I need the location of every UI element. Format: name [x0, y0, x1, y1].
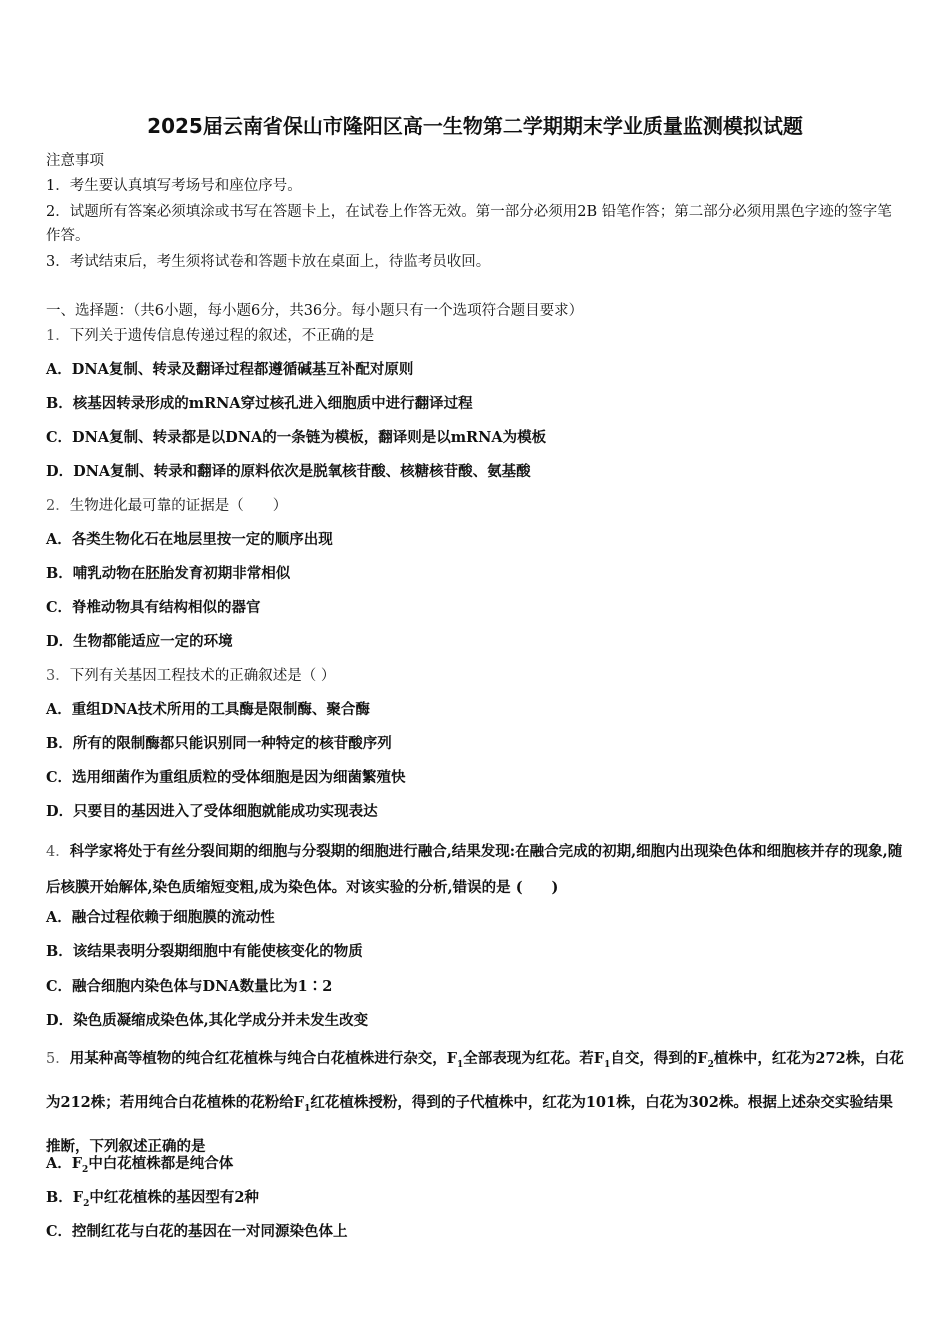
q2-option-d: D．生物都能适应一定的环境 — [46, 633, 233, 650]
q4-option-a: A．融合过程依赖于细胞膜的流动性 — [46, 909, 275, 926]
question-4 — [46, 834, 904, 906]
question-stem-part: 全部表现为红花。若F — [463, 1050, 605, 1067]
question-stem-part: 自交，得到的F — [610, 1050, 708, 1067]
q2-option-b: B．哺乳动物在胚胎发育初期非常相似 — [46, 565, 291, 582]
notice-item-2: 2．试题所有答案必须填涂或书写在答题卡上，在试卷上作答无效。第一部分必须用2B 铅笔作答；第二部分必须用黑色字迹的签字笔作答。 — [46, 204, 892, 244]
notice-heading: 注意事项 — [46, 153, 104, 169]
q5-option-b — [46, 1189, 904, 1213]
subscript: 2 — [707, 1059, 714, 1070]
question-number: 5． — [46, 1051, 70, 1067]
question-number: 2． — [46, 498, 70, 514]
q1-option-b: B．核基因转录形成的mRNA穿过核孔进入细胞质中进行翻译过程 — [46, 395, 473, 412]
subscript: 1 — [457, 1059, 464, 1070]
question-3 — [46, 667, 904, 685]
question-stem-part: 红花植株授粉，得到的子代植株中，红花为101株，白花为302株。根据上述杂交实验结果推断，下列叙述正确的是 — [46, 1093, 893, 1155]
question-number: 3． — [46, 668, 70, 684]
question-stem: 下列有关基因工程技术的正确叙述是（ ） — [69, 668, 336, 684]
subscript: 2 — [82, 1164, 89, 1175]
subscript: 1 — [604, 1059, 611, 1070]
q3-option-c: C．选用细菌作为重组质粒的受体细胞是因为细菌繁殖快 — [46, 769, 406, 786]
question-5 — [46, 1040, 904, 1166]
question-stem: 下列关于遗传信息传递过程的叙述，不正确的是 — [69, 328, 375, 344]
notice-item-1: 1．考生要认真填写考场号和座位序号。 — [46, 178, 302, 194]
question-stem: 生物进化最可靠的证据是（ ） — [69, 498, 288, 514]
notice-item-3: 3．考试结束后，考生须将试卷和答题卡放在桌面上，待监考员收回。 — [46, 254, 491, 270]
option-text: B．F — [46, 1189, 84, 1206]
q2-option-c: C．脊椎动物具有结构相似的器官 — [46, 599, 261, 616]
question-number: 1． — [46, 328, 70, 344]
q4-option-d: D．染色质凝缩成染色体,其化学成分并未发生改变 — [46, 1012, 369, 1029]
option-text: A．F — [46, 1155, 83, 1172]
q2-option-a: A．各类生物化石在地层里按一定的顺序出现 — [46, 531, 333, 548]
q1-option-a: A．DNA复制、转录及翻译过程都遵循碱基互补配对原则 — [46, 361, 414, 378]
page-title: 2025届云南省保山市隆阳区高一生物第二学期期末学业质量监测模拟试题 — [147, 114, 803, 138]
question-stem-part: 用某种高等植物的纯合红花植株与纯合白花植株进行杂交，F — [69, 1050, 458, 1067]
q5-option-c — [46, 1223, 904, 1241]
q1-option-c: C．DNA复制、转录都是以DNA的一条链为模板，翻译则是以mRNA为模板 — [46, 429, 547, 446]
question-number: 4． — [46, 844, 70, 860]
subscript: 2 — [83, 1198, 90, 1209]
question-stem: 科学家将处于有丝分裂间期的细胞与分裂期的细胞进行融合,结果发现:在融合完成的初期,细胞内出现染色体和细胞核并存的现象,随后核膜开始解体,染色质缩短变粗,成为染色体。对该实验的分析,错误的是 ( ) — [46, 843, 903, 896]
option-text: 中红花植株的基因型有2种 — [89, 1189, 259, 1206]
subscript: 1 — [304, 1103, 311, 1114]
q4-option-c: C．融合细胞内染色体与DNA数量比为1∶2 — [46, 978, 333, 995]
section-heading: 一、选择题：（共6小题，每小题6分，共36分。每小题只有一个选项符合题目要求） — [46, 303, 584, 319]
q3-option-a: A．重组DNA技术所用的工具酶是限制酶、聚合酶 — [46, 701, 370, 718]
option-text: C．控制红花与白花的基因在一对同源染色体上 — [46, 1223, 348, 1240]
q4-option-b: B．该结果表明分裂期细胞中有能使核变化的物质 — [46, 943, 363, 960]
q3-option-b: B．所有的限制酶都只能识别同一种特定的核苷酸序列 — [46, 735, 392, 752]
question-1 — [46, 327, 904, 345]
question-stem-part: 植株中，红花为272株，白花为212株；若用纯合白花植株的花粉给F — [46, 1050, 904, 1111]
q3-option-d: D．只要目的基因进入了受体细胞就能成功实现表达 — [46, 803, 378, 820]
q1-option-d: D．DNA复制、转录和翻译的原料依次是脱氧核苷酸、核糖核苷酸、氨基酸 — [46, 463, 531, 480]
option-text: 中白花植株都是纯合体 — [88, 1155, 234, 1172]
question-2 — [46, 497, 904, 515]
q5-option-a — [46, 1155, 904, 1179]
